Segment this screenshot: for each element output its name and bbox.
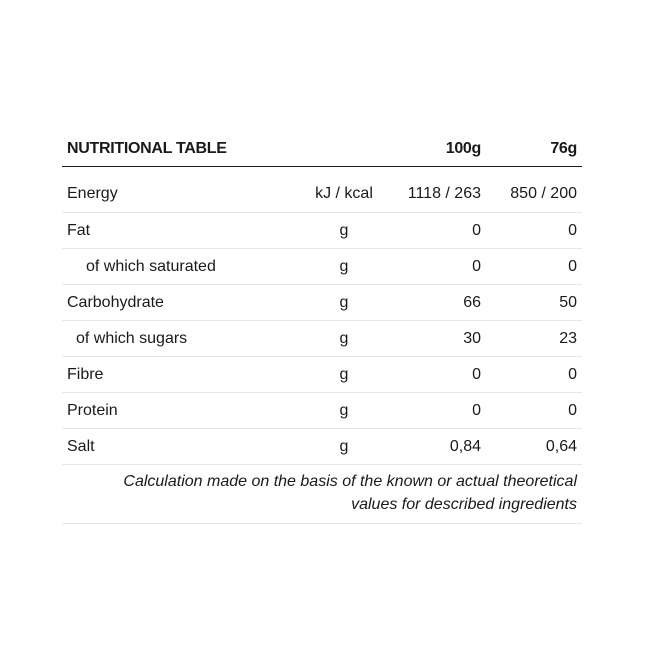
value-76g: 0 [568,257,577,275]
nutrient-unit: g [339,293,349,311]
nutrient-name: Protein [67,401,118,419]
value-100g: 0 [472,365,481,383]
column-header-100g: 100g [445,140,481,157]
value-76g: 0 [568,365,577,383]
table-row-salt [62,429,582,465]
nutrient-unit: g [339,329,349,347]
table-row-energy [62,167,582,213]
table-title: NUTRITIONAL TABLE [67,140,227,157]
nutrient-name: Fat [67,221,91,239]
nutrient-name: Salt [67,437,95,455]
table-header [62,131,582,167]
value-76g: 0 [568,221,577,239]
value-100g: 0,84 [449,437,481,455]
value-100g: 0 [472,401,481,419]
nutrient-name: of which sugars [76,329,188,347]
value-100g: 0 [472,221,481,239]
value-76g: 50 [559,293,577,311]
nutrient-unit: g [339,365,349,383]
value-76g: 850 / 200 [510,185,577,202]
nutrient-name: Energy [67,185,118,202]
table-row-fat [62,213,582,249]
nutrient-name: Fibre [67,365,104,383]
value-100g: 1118 / 263 [407,185,481,202]
table-row-carbohydrate [62,285,582,321]
value-76g: 23 [559,329,577,347]
nutrient-unit: g [339,257,349,275]
calculation-note [62,465,582,524]
calculation-note-line-2: values for described ingredients [351,496,577,513]
nutrient-unit: kJ / kcal [315,185,373,202]
nutritional-table [62,131,582,524]
nutrient-unit: g [339,221,349,239]
nutrient-unit: g [339,437,349,455]
table-row-sugars [62,321,582,357]
nutrient-name: of which saturated [86,257,216,275]
table-row-fibre [62,357,582,393]
value-100g: 66 [463,293,481,311]
nutrient-unit: g [339,401,349,419]
table-row-protein [62,393,582,429]
value-100g: 0 [472,257,481,275]
table-row-saturated [62,249,582,285]
value-76g: 0 [568,401,577,419]
calculation-note-line-1: Calculation made on the basis of the known or actual theoretical [123,473,577,490]
value-76g: 0,64 [545,437,577,455]
column-header-76g: 76g [550,140,577,157]
nutrient-name: Carbohydrate [67,293,164,311]
value-100g: 30 [463,329,481,347]
